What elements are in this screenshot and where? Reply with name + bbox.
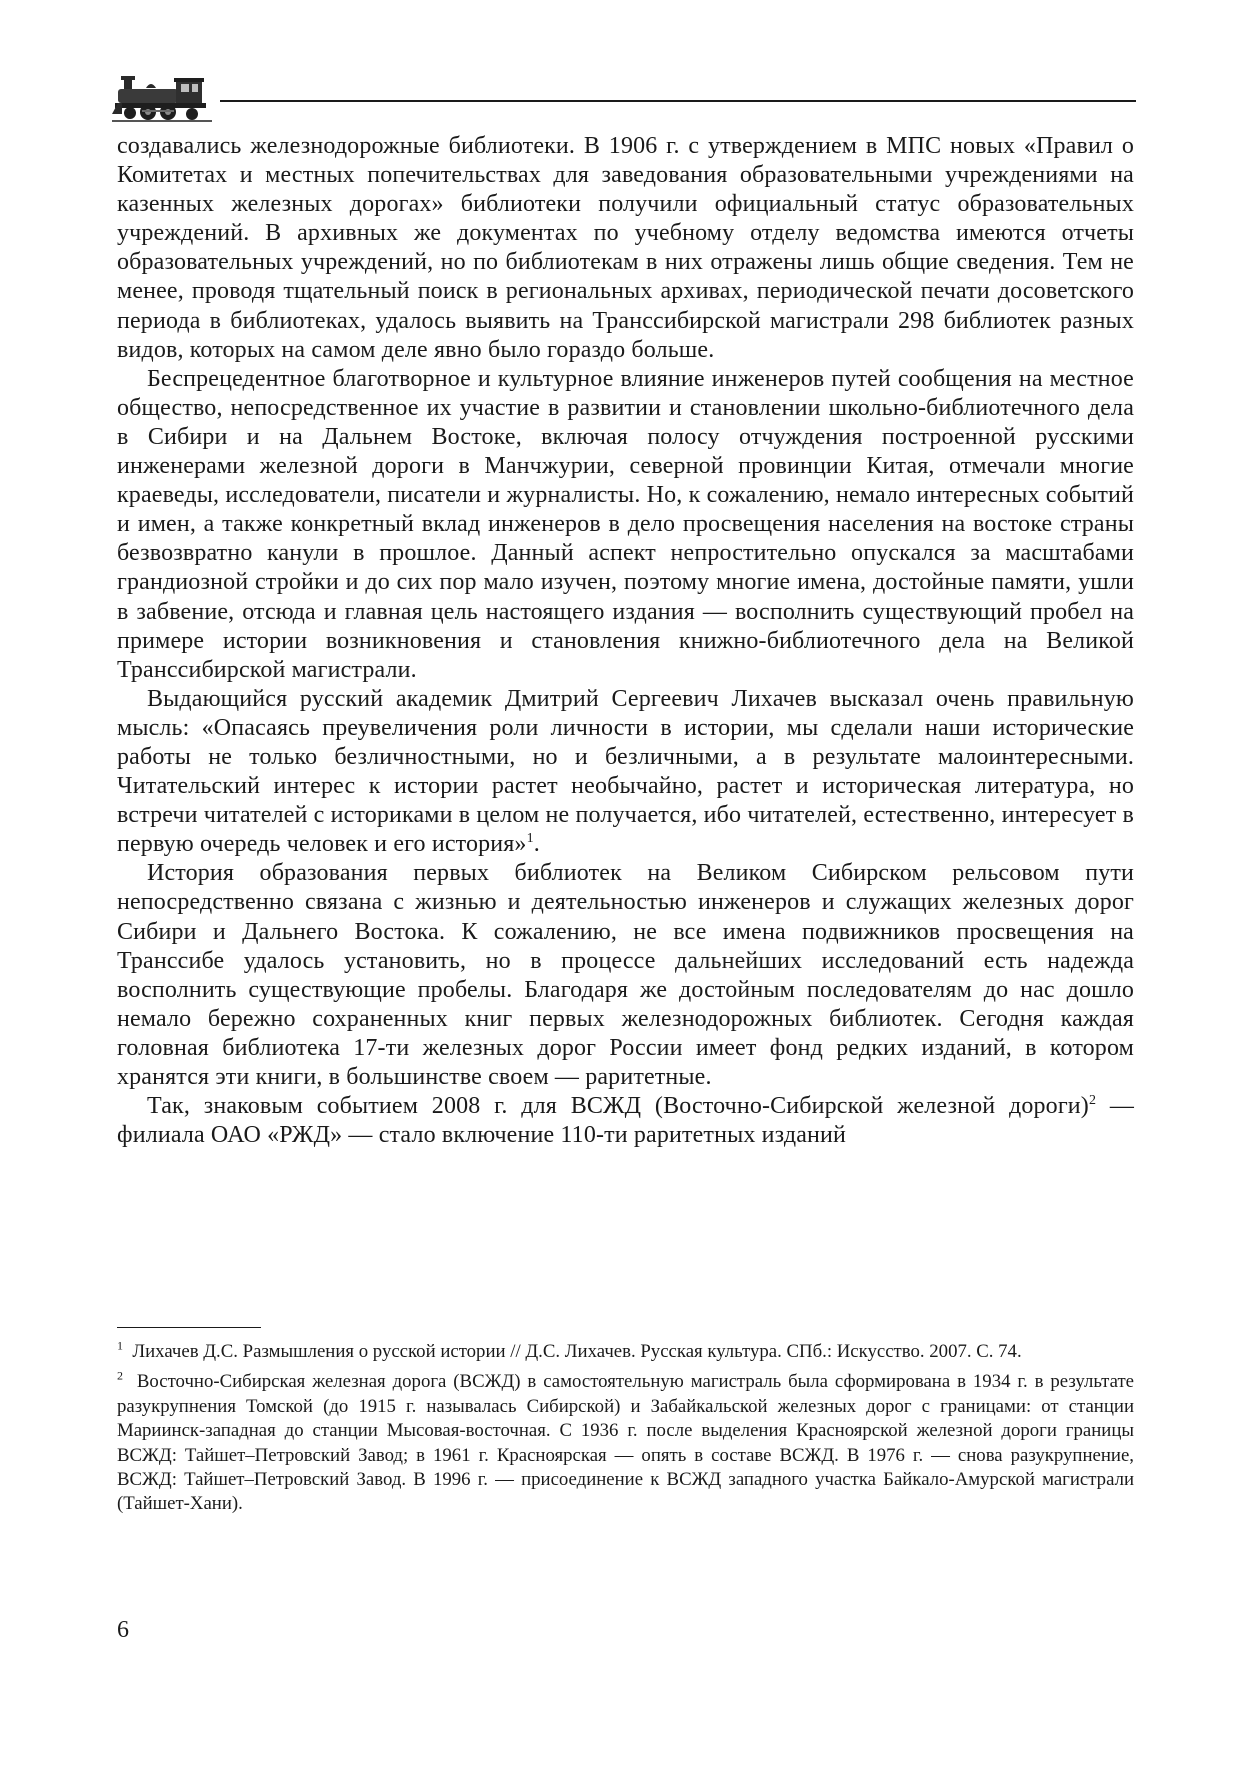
- page-header: [112, 72, 1136, 122]
- footnote-ref[interactable]: 1: [526, 831, 534, 847]
- page-number: 6: [117, 1617, 129, 1643]
- footnote-text: Восточно-Сибирская железная дорога (ВСЖД) в самостоятельную магистраль была сформирована в 1934 г. в результате разукрупнения Томской (до 1915 г. называлась Сибирской) и Забайкальской железных дорог с границами: от станции Мариинск-западная до станции Мысовая-восточная. С 1936 г. после выделения Красноярской железной дороги границы ВСЖД: Тайшет–Петровский Завод; в 1961 г. Красноярская — опять в составе ВСЖД. В 1976 г. — снова разукрупнение, ВСЖД: Тайшет–Петровский Завод. В 1996 г. — присоединение к ВСЖД западного участка Байкало-Амурской магистрали (Тайшет-Хани).: [117, 1371, 1135, 1515]
- header-rule: [220, 100, 1136, 102]
- paragraph: [117, 1092, 1134, 1150]
- footnotes: [117, 1340, 1134, 1523]
- footnote: [117, 1340, 1134, 1364]
- paragraph: создавались железнодорожные библиотеки. В 1906 г. с утверждением в МПС новых «Правил о Комитетах и местных попечительствах для заведования образовательными учреждениями на казенных железных дорогах» библиотеки получили официальный статус образовательных учреждений. В архивных же документах по учебному отделу ведомства имеются отчеты образовательных учреждений, но по библиотекам в них отражены лишь общие сведения. Тем не менее, проводя тщательный поиск в региональных архивах, периодической печати досоветского периода в библиотеках, удалось выявить на Транссибирской магистрали 298 библиотек разных видов, которых на самом деле явно было гораздо больше.: [117, 133, 1134, 363]
- paragraph-text: Выдающийся русский академик Дмитрий Сергеевич Лихачев высказал очень правильную мысль: «Опасаясь преувеличения роли личности в истории, мы сделали наши исторические работы не только безличностными, но и безличными, а в результате малоинтересными. Читательский интерес к истории растет необычайно, растет и историческая литература, но встречи читателей с историками в целом не получается, ибо читателей, естественно, интересует в первую очередь человек и его история»: [117, 685, 1134, 858]
- paragraph-text: — филиала ОАО «РЖД» — стало включение 110-ти раритетных изданий: [117, 1093, 1134, 1149]
- footnote-number: 2: [117, 1369, 123, 1384]
- footnote-text: Лихачев Д.С. Размышления о русской истории // Д.С. Лихачев. Русская культура. СПб.: Искусство. 2007. С. 74.: [132, 1341, 1022, 1362]
- paragraph-text: Так, знаковым событием 2008 г. для ВСЖД (Восточно-Сибирской железной дороги): [147, 1093, 1089, 1120]
- footnote-rule: [117, 1327, 261, 1328]
- footnote-number: 1: [117, 1338, 123, 1353]
- paragraph: История образования первых библиотек на Великом Сибирском рельсовом пути непосредственно связана с жизнью и деятельностью инженеров и служащих железных дорог Сибири и Дальнего Востока. К сожалению, не все имена подвижников просвещения на Транссибе удалось установить, но в процессе дальнейших исследований есть надежда восполнить существующие пробелы. Благодаря же достойным последователям до нас дошло немало бережно сохраненных книг первых железнодорожных библиотек. Сегодня каждая головная библиотека 17-ти железных дорог России имеет фонд редких изданий, в котором хранятся эти книги, в большинстве своем — раритетные.: [117, 860, 1134, 1090]
- footnote: [117, 1370, 1134, 1516]
- locomotive-icon: [112, 74, 212, 122]
- paragraph: Беспрецедентное благотворное и культурное влияние инженеров путей сообщения на местное общество, непосредственное их участие в развитии и становлении школьно-библиотечного дела в Сибири и на Дальнем Востоке, включая полосу отчуждения построенной русскими инженерами железной дороги в Манчжурии, северной провинции Китая, отмечали многие краеведы, исследователи, писатели и журналисты. Но, к сожалению, немало интересных событий и имен, а также конкретный вклад инженеров в дело просвещения населения на востоке страны безвозвратно канули в прошлое. Данный аспект непростительно опускался за масштабами грандиозной стройки и до сих пор мало изучен, поэтому многие имена, достойные памяти, ушли в забвение, отсюда и главная цель настоящего издания — восполнить существующий пробел на примере истории возникновения и становления книжно-библиотечного дела на Великой Транссибирской магистрали.: [117, 365, 1134, 683]
- paragraph: Выдающийся русский академик Дмитрий Сергеевич Лихачев высказал очень правильную мысль: «Опасаясь преувеличения роли личности в истории, мы сделали наши исторические работы не только безличностными, но и безличными, а в результате малоинтересными. Читательский интерес к истории растет необычайно, растет и историческая литература, но встречи читателей с историками в целом не получается, ибо читателей, естественно, интересует в первую очередь человек и его история»$^1$.: [117, 685, 1134, 858]
- body-text: [117, 132, 1134, 1150]
- footnote-ref[interactable]: 2: [1088, 1093, 1097, 1109]
